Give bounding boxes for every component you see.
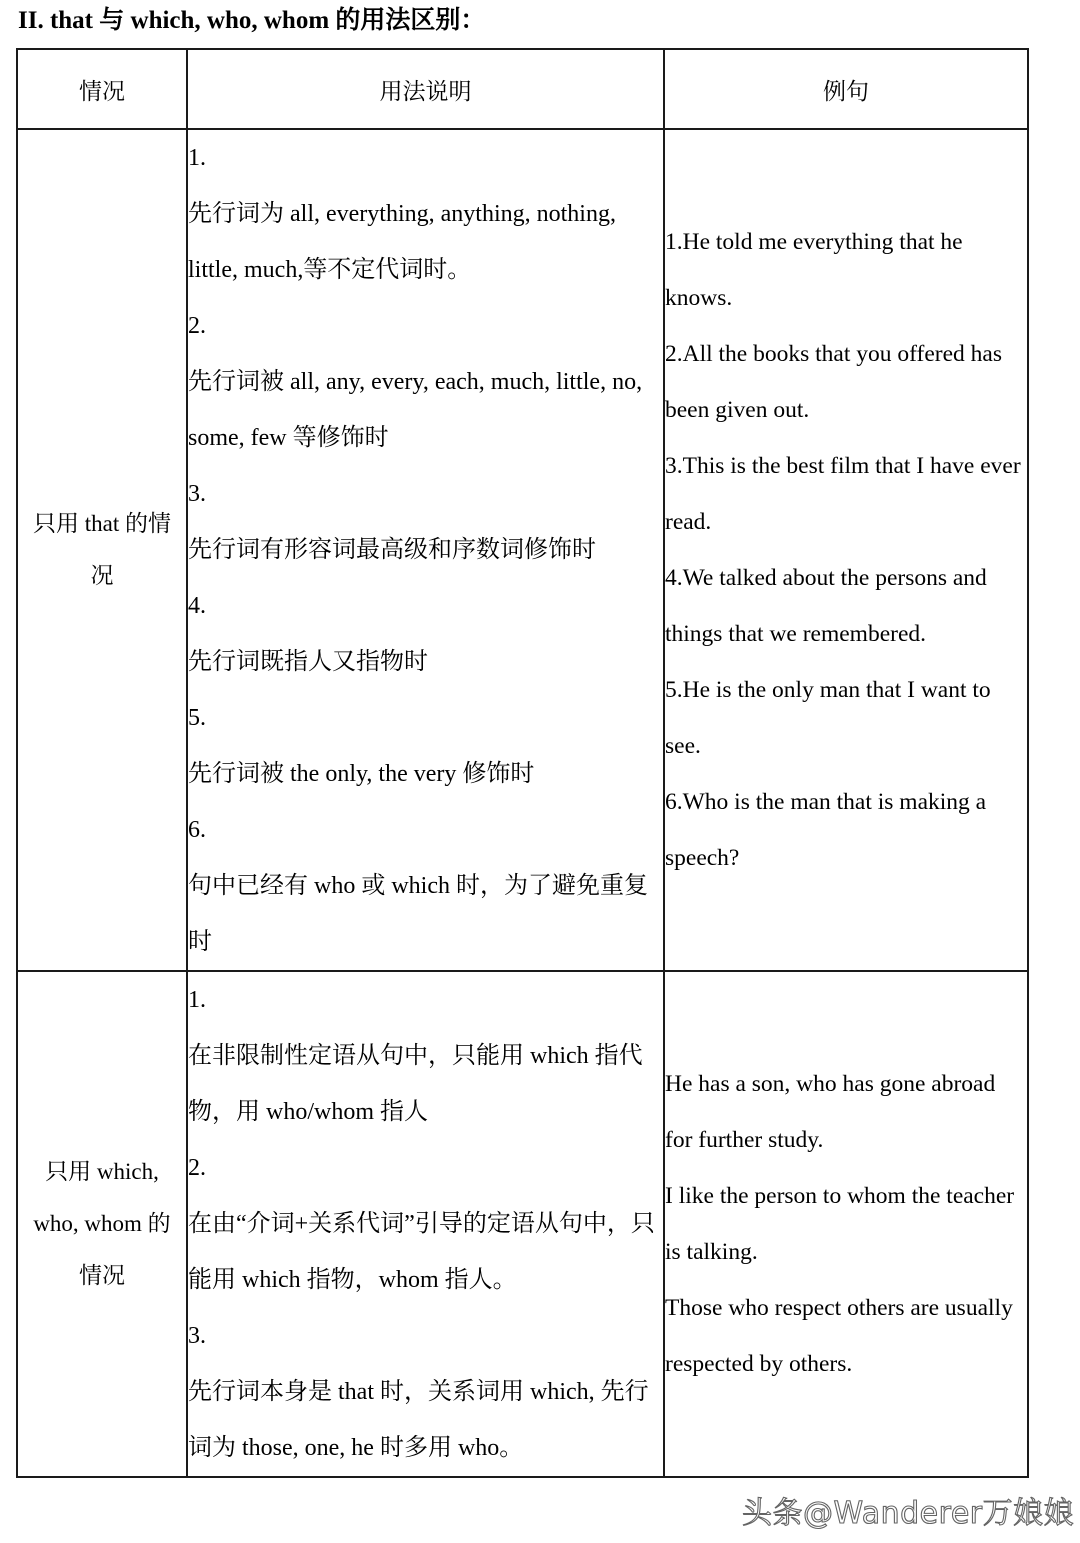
usage-item-number: 4. xyxy=(188,593,206,619)
usage-item-number: 1. xyxy=(188,987,206,1013)
case-label-that xyxy=(17,129,187,971)
case-label-line: 情况 xyxy=(79,1263,125,1288)
usage-item-text: 先行词既指人又指物时 xyxy=(188,649,428,675)
usage-item-text: 在由“介词+关系代词”引导的定语从句中，只能用 which 指物，whom 指人。 xyxy=(188,1211,655,1293)
example-sentence: He has a son, who has gone abroad for further study. xyxy=(665,1071,996,1153)
usage-item-number: 3. xyxy=(188,1323,206,1349)
case-label-line: who, whom 的 xyxy=(33,1211,171,1236)
example-sentence: Those who respect others are usually respected by others. xyxy=(665,1295,1013,1377)
column-header-example: 例句 xyxy=(664,49,1028,129)
usage-item-number: 2. xyxy=(188,313,206,339)
usage-item-number: 3. xyxy=(188,481,206,507)
column-header-case: 情况 xyxy=(17,49,187,129)
example-sentence: 2.All the books that you offered has been given out. xyxy=(665,341,1002,423)
usage-item-text: 先行词本身是 that 时，关系词用 which, 先行词为 those, one, he 时多用 who。 xyxy=(188,1379,649,1461)
usage-item-text: 先行词被 all, any, every, each, much, little, no, some, few 等修饰时 xyxy=(188,369,643,451)
usage-list-which-who-whom xyxy=(187,971,664,1477)
usage-item-text: 先行词有形容词最高级和序数词修饰时 xyxy=(188,537,596,563)
case-label-which-who-whom xyxy=(17,971,187,1477)
usage-item-number: 5. xyxy=(188,705,206,731)
usage-item-text: 先行词被 the only, the very 修饰时 xyxy=(188,761,535,787)
page-title: II. that 与 which, who, whom 的用法区别： xyxy=(18,7,486,34)
column-header-usage: 用法说明 xyxy=(187,49,664,129)
example-sentence: 5.He is the only man that I want to see. xyxy=(665,677,991,759)
usage-item-text: 在非限制性定语从句中，只能用 which 指代物，用 who/whom 指人 xyxy=(188,1043,643,1125)
table-row xyxy=(17,971,1028,1477)
usage-item-number: 6. xyxy=(188,817,206,843)
example-sentence: 3.This is the best film that I have ever read. xyxy=(665,453,1021,535)
case-label-line: 只用 which, xyxy=(45,1159,159,1184)
case-label-line: 况 xyxy=(90,563,114,588)
table-header-row xyxy=(17,49,1028,129)
usage-item-number: 2. xyxy=(188,1155,206,1181)
grammar-comparison-table xyxy=(16,48,1029,1478)
example-sentence: 4.We talked about the persons and things that we remembered. xyxy=(665,565,987,647)
usage-item-number: 1. xyxy=(188,145,206,171)
case-label-line: 只用 that 的情 xyxy=(33,511,171,536)
example-sentence: 6.Who is the man that is making a speech? xyxy=(665,789,987,871)
usage-item-text: 句中已经有 who 或 which 时，为了避免重复时 xyxy=(188,873,648,955)
watermark: 头条@Wanderer万娘娘 xyxy=(742,1496,1075,1531)
table-row xyxy=(17,129,1028,971)
usage-list-that xyxy=(187,129,664,971)
example-sentence: 1.He told me everything that he knows. xyxy=(665,229,963,311)
example-list-which-who-whom xyxy=(664,971,1028,1477)
usage-item-text: 先行词为 all, everything, anything, nothing, little, much,等不定代词时。 xyxy=(188,201,616,283)
example-list-that xyxy=(664,129,1028,971)
example-sentence: I like the person to whom the teacher is talking. xyxy=(665,1183,1015,1265)
